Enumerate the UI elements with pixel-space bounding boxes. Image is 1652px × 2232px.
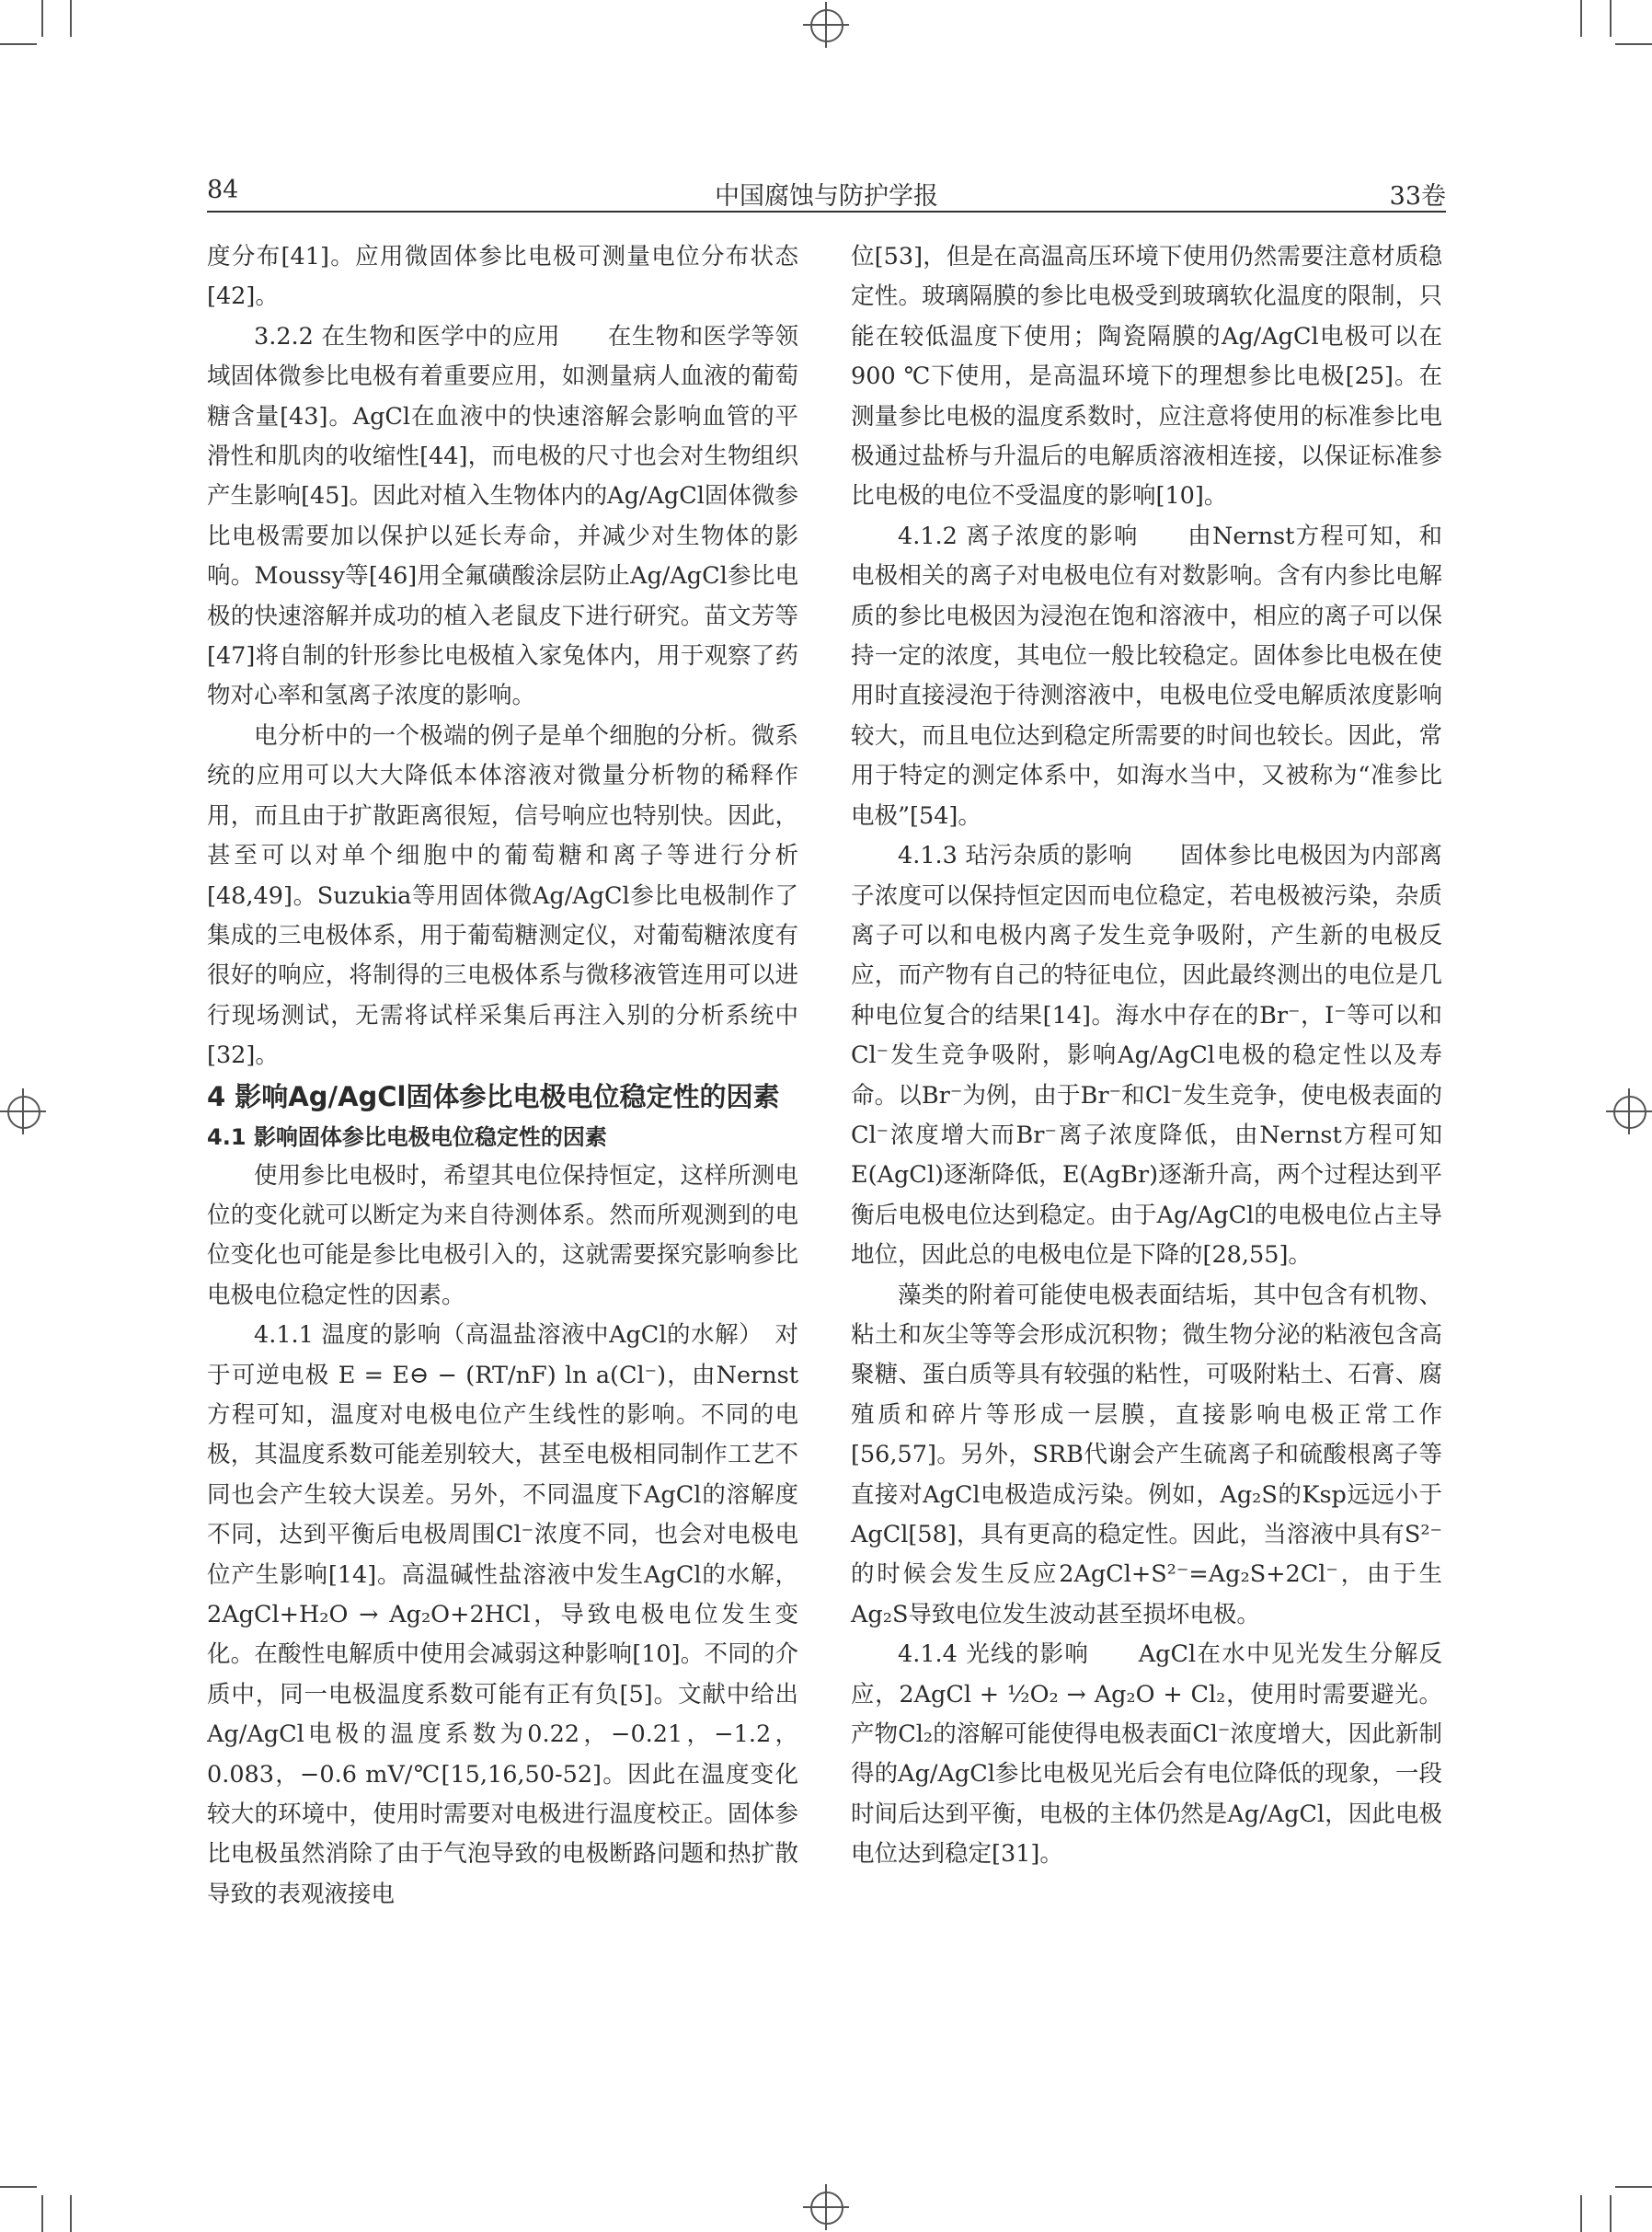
crop-mark-br-h bbox=[1615, 2186, 1652, 2188]
paragraph: 4.1.1 温度的影响（高温盐溶液中AgCl的水解） 对于可逆电极 E = E⊖ − (RT/nF) ln a(Cl⁻)，由Nernst方程可知，温度对电极电位产生线性的影响。不同的电极，其温度系数可能差别较大，甚至电极相同制作工艺不同也会产生较大误差。另外，不同温度下AgCl的溶解度不同，达到平衡后电极周围Cl⁻浓度不同，也会对电极电位产生影响[14]。高温碱性盐溶液中发生AgCl的水解，2AgCl+H₂O → Ag₂O+2HCl，导致电极电位发生变化。在酸性电解质中使用会减弱这种影响[10]。不同的介质中，同一电极温度系数可能有正有负[5]。文献中给出Ag/AgCl电极的温度系数为0.22，−0.21，−1.2，0.083，−0.6 mV/℃[15,16,50-52]。因此在温度变化较大的环境中，使用时需要对电极进行温度校正。固体参比电极虽然消除了由于气泡导致的电极断路问题和热扩散导致的表观液接电 bbox=[207, 1321, 798, 1908]
paragraph: 4.1.2 离子浓度的影响 由Nernst方程可知，和电极相关的离子对电极电位有对数影响。含有内参比电解质的参比电极因为浸泡在饱和溶液中，相应的离子可以保持一定的浓度，其电位一般比较稳定。固体参比电极在使用时直接浸泡于待测溶液中，电极电位受电解质浓度影响较大，而且电位达到稳定所需要的时间也较长。因此，常用于特定的测定体系中，如海水当中，又被称为“准参比电极”[54]。 bbox=[851, 522, 1442, 830]
registration-mark-left bbox=[0, 1088, 46, 1134]
paragraph: 3.2.2 在生物和医学中的应用 在生物和医学等领域固体微参比电极有着重要应用，如测量病人血液的葡萄糖含量[43]。AgCl在血液中的快速溶解会影响血管的平滑性和肌肉的收缩性[44]，而电极的尺寸也会对生物组织产生影响[45]。因此对植入生物体内的Ag/AgCl固体微参比电极需要加以保护以延长寿命，并减少对生物体的影响。Moussy等[46]用全氟磺酸涂层防止Ag/AgCl参比电极的快速溶解并成功的植入老鼠皮下进行研究。苗文芳等[47]将自制的针形参比电极植入家兔体内，用于观察了药物对心率和氢离子浓度的影响。 bbox=[207, 322, 798, 710]
crop-mark-br-v2 bbox=[1610, 2195, 1612, 2232]
crop-mark-tr-v2 bbox=[1610, 0, 1612, 37]
paragraph: 4.1.4 光线的影响 AgCl在水中见光发生分解反应，2AgCl + ½O₂ → Ag₂O + Cl₂，使用时需要避光。产物Cl₂的溶解可能使得电极表面Cl⁻浓度增大，因此新制得的Ag/AgCl参比电极见光后会有电位降低的现象，一段时间后达到平衡，电极的主体仍然是Ag/AgCl，因此电极电位达到稳定[31]。 bbox=[851, 1640, 1442, 1869]
crop-mark-bl-h bbox=[0, 2186, 37, 2188]
crop-mark-tr-h bbox=[1615, 43, 1652, 45]
crop-mark-tr-v bbox=[1580, 0, 1582, 37]
paragraph: 使用参比电极时，希望其电位保持恒定，这样所测电位的变化就可以断定为来自待测体系。然而所观测到的电位变化也可能是参比电极引入的，这就需要探究影响参比电极电位稳定性的因素。 bbox=[207, 1161, 798, 1309]
right-column bbox=[851, 237, 1442, 1875]
header-rule bbox=[207, 211, 1446, 213]
subsection-heading: 4.1 影响固体参比电极电位稳定性的因素 bbox=[207, 1123, 607, 1150]
journal-title: 中国腐蚀与防护学报 bbox=[715, 182, 938, 211]
crop-mark-tl-h bbox=[0, 43, 37, 45]
paragraph: 4.1.3 玷污杂质的影响 固体参比电极因为内部离子浓度可以保持恒定因而电位稳定，若电极被污染，杂质离子可以和电极内离子发生竞争吸附，产生新的电极反应，而产物有自己的特征电位，因此最终测出的电位是几种电位复合的结果[14]。海水中存在的Br⁻，I⁻等可以和Cl⁻发生竞争吸附，影响Ag/AgCl电极的稳定性以及寿命。以Br⁻为例，由于Br⁻和Cl⁻发生竞争，使电极表面的Cl⁻浓度增大而Br⁻离子浓度降低，由Nernst方程可知E(AgCl)逐渐降低，E(AgBr)逐渐升高，两个过程达到平衡后电极电位达到稳定。由于Ag/AgCl的电极电位占主导地位，因此总的电极电位是下降的[28,55]。 bbox=[851, 842, 1442, 1270]
crop-mark-br-v bbox=[1580, 2195, 1582, 2232]
paragraph: 藻类的附着可能使电极表面结垢，其中包含有机物、粘土和灰尘等等会形成沉积物；微生物分泌的粘液包含高聚糖、蛋白质等具有较强的粘性，可吸附粘土、石膏、腐殖质和碎片等形成一层膜，直接影响电极正常工作[56,57]。另外，SRB代谢会产生硫离子和硫酸根离子等直接对AgCl电极造成污染。例如，Ag₂S的Ksp远远小于AgCl[58]，具有更高的稳定性。因此，当溶液中具有S²⁻的时候会发生反应2AgCl+S²⁻=Ag₂S+2Cl⁻，由于生Ag₂S导致电位发生波动甚至损坏电极。 bbox=[851, 1281, 1442, 1628]
paragraph: 位[53]，但是在高温高压环境下使用仍然需要注意材质稳定性。玻璃隔膜的参比电极受到玻璃软化温度的限制，只能在较低温度下使用；陶瓷隔膜的Ag/AgCl电极可以在900 ℃下使用，是高温环境下的理想参比电极[25]。在测量参比电极的温度系数时，应注意将使用的标准参比电极通过盐桥与升温后的电解质溶液相连接，以保证标准参比电极的电位不受温度的影响[10]。 bbox=[851, 243, 1442, 511]
registration-mark-top bbox=[803, 2, 849, 48]
registration-mark-bottom bbox=[803, 2184, 849, 2230]
running-header bbox=[207, 170, 1446, 211]
paragraph: 电分析中的一个极端的例子是单个细胞的分析。微系统的应用可以大大降低本体溶液对微量分析物的稀释作用，而且由于扩散距离很短，信号响应也特别快。因此，甚至可以对单个细胞中的葡萄糖和离子等进行分析[48,49]。Suzukia等用固体微Ag/AgCl参比电极制作了集成的三电极体系，用于葡萄糖测定仪，对葡萄糖浓度有很好的响应，将制得的三电极体系与微移液管连用可以进行现场测试，无需将试样采集后再注入别的分析系统中[32]。 bbox=[207, 721, 798, 1070]
crop-mark-bl-v2 bbox=[70, 2195, 72, 2232]
section-heading: 4 影响Ag/AgCl固体参比电极电位稳定性的因素 bbox=[207, 1080, 780, 1112]
paragraph: 度分布[41]。应用微固体参比电极可测量电位分布状态[42]。 bbox=[207, 243, 798, 311]
left-column bbox=[207, 237, 798, 1915]
page-number: 84 bbox=[207, 176, 239, 204]
volume-label: 33卷 bbox=[1389, 182, 1446, 211]
crop-mark-tl-v bbox=[41, 0, 43, 37]
registration-mark-right bbox=[1606, 1088, 1652, 1134]
crop-mark-tl-v2 bbox=[70, 0, 72, 37]
crop-mark-bl-v bbox=[41, 2195, 43, 2232]
